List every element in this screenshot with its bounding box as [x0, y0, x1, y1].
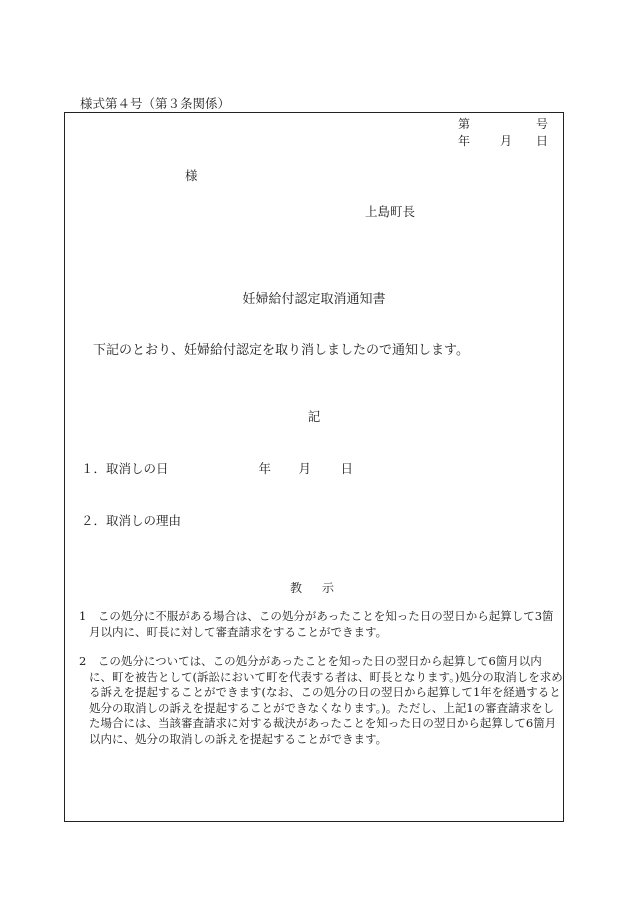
item-cancel-date: [81, 459, 353, 477]
issue-date-year: 年: [458, 134, 471, 148]
item-cancel-date-year: 年: [258, 461, 272, 476]
issue-date-day: 日: [536, 134, 549, 148]
form-frame: [64, 112, 564, 822]
notice-item-2: 2 この処分については、この処分があったことを知った日の翌日から起算して6箇月以内に、町を被告として(訴訟において町を代表する者は、町長となります。)処分の取消しを求める訴えを提起することができます(なお、この処分の日の翌日から起算して1年を経過すると処分の取消しの訴えを提起することができなくなります。)。ただし、上記1の審査請求をした場合には、当該審査請求に対する裁決があったことを知った日の翌日から起算して6箇月以内に、処分の取消しの訴えを提起することができます。: [79, 654, 563, 746]
issue-number-prefix: 第: [458, 117, 471, 131]
item-cancel-date-label: １．取消しの日: [81, 461, 169, 476]
issue-number: [458, 115, 548, 132]
lead-sentence: 下記のとおり、妊婦給付認定を取り消しましたので通知します。: [93, 343, 469, 358]
issue-date: [458, 132, 548, 149]
ki-heading: 記: [307, 409, 321, 424]
item-cancel-date-day: 日: [340, 461, 354, 476]
notice-title: 教 示: [289, 581, 338, 595]
issue-date-month: 月: [500, 134, 513, 148]
issue-number-suffix: 号: [536, 117, 549, 131]
recipient-honorific: 様: [185, 168, 198, 183]
item-cancel-reason: ２．取消しの理由: [81, 513, 182, 528]
form-number-label: 様式第４号（第３条関係）: [80, 96, 231, 111]
item-cancel-date-month: 月: [298, 461, 312, 476]
document-title: 妊婦給付認定取消通知書: [242, 292, 386, 307]
issuer-name: 上島町長: [365, 204, 416, 219]
notice-item-1: 1 この処分に不服がある場合は、この処分があったことを知った日の翌日から起算して3箇月以内に、町長に対して審査請求をすることができます。: [79, 609, 554, 639]
